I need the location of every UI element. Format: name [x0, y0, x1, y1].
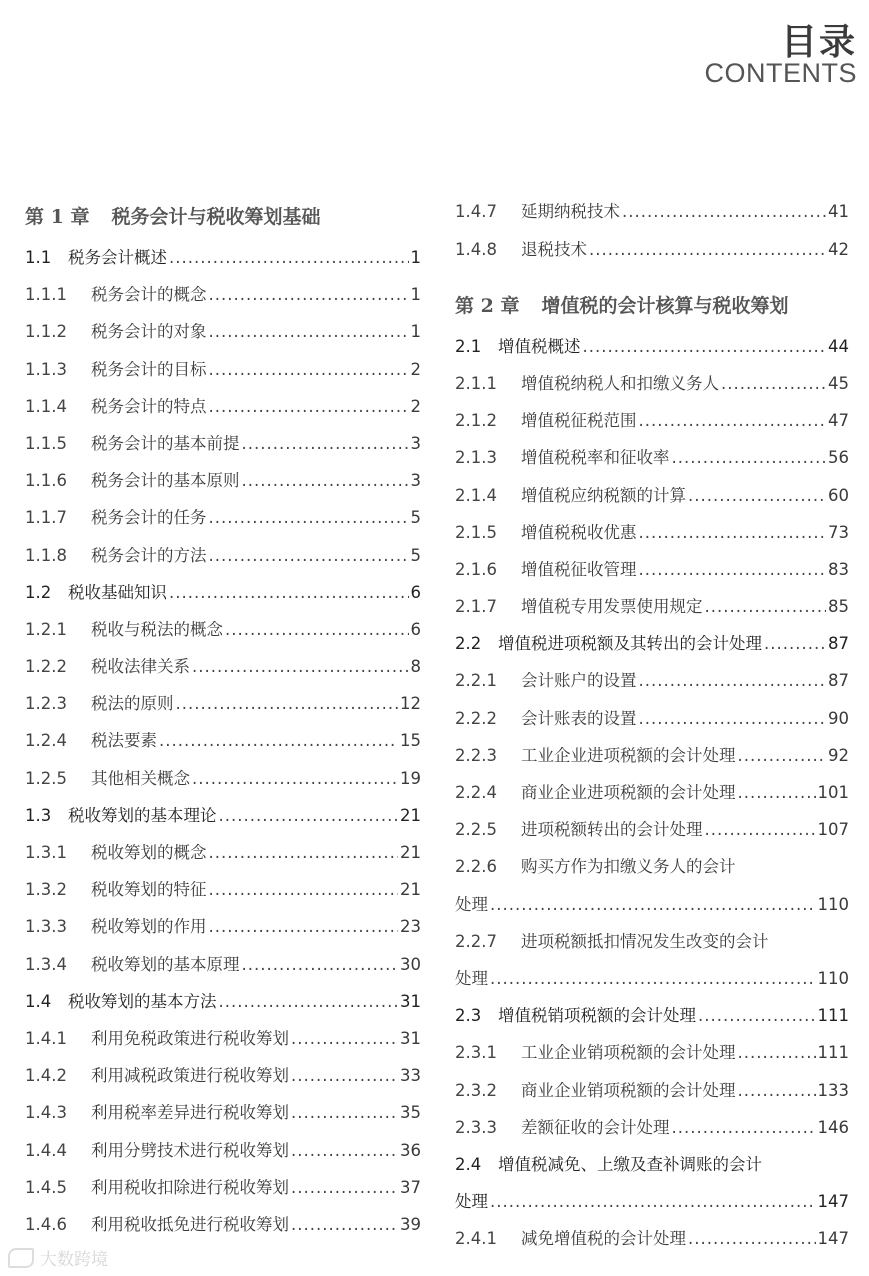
- entry-title: 税收筹划的基本理论: [68, 805, 217, 825]
- dot-leader: [291, 1132, 398, 1169]
- entry-title: 税收法律关系: [91, 657, 190, 677]
- page-number: 101: [817, 783, 849, 803]
- entry-title: 利用税率差异进行税收筹划: [91, 1103, 289, 1123]
- entry-number: 2.2.1: [455, 671, 497, 691]
- page-number: 110: [817, 894, 849, 914]
- page-number: 111: [817, 1043, 849, 1063]
- dot-leader: [209, 388, 409, 425]
- entry-number: 2.1.7: [455, 597, 497, 617]
- page-number: 3: [410, 471, 421, 491]
- entry-number: 2.3.1: [455, 1043, 497, 1063]
- dot-leader: [705, 811, 816, 848]
- entry-number: 2.1: [455, 336, 482, 356]
- entry-number: 1.2.2: [25, 657, 67, 677]
- page-number: 31: [400, 991, 421, 1011]
- dot-leader: [698, 997, 816, 1034]
- toc-subsection[interactable]: [25, 1169, 421, 1206]
- page-number: 39: [400, 1214, 421, 1234]
- dot-leader: [672, 1109, 816, 1146]
- entry-title: 税务会计的概念: [91, 285, 207, 305]
- entry-number: 2.2.3: [455, 745, 497, 765]
- dot-leader: [209, 276, 409, 313]
- toc-subsection[interactable]: [455, 1034, 849, 1071]
- toc-subsection[interactable]: [455, 737, 849, 774]
- entry-number: 1.4.2: [25, 1066, 67, 1086]
- page-number: 12: [400, 694, 421, 714]
- entry-number: 1.2.3: [25, 694, 67, 714]
- page-number: 36: [400, 1140, 421, 1160]
- entry-title: 增值税应纳税额的计算: [521, 485, 686, 505]
- dot-leader: [291, 1020, 398, 1057]
- entry-number: 1.2.5: [25, 768, 67, 788]
- dot-leader: [490, 960, 816, 997]
- chapter-title: 税务会计与税收筹划基础: [111, 206, 321, 228]
- dot-leader: [192, 648, 409, 685]
- toc-right-column: [455, 193, 849, 1257]
- toc-subsection[interactable]: [25, 499, 421, 536]
- entry-number: 2.1.2: [455, 411, 497, 431]
- entry-number: 1.1.1: [25, 285, 67, 305]
- dot-leader: [688, 1220, 816, 1257]
- entry-number: 1.4.4: [25, 1140, 67, 1160]
- entry-title: 增值税减免、上缴及查补调账的会计: [498, 1154, 762, 1174]
- toc-subsection[interactable]: [455, 193, 849, 230]
- dot-leader: [738, 1034, 816, 1071]
- toc-subsection[interactable]: [25, 908, 421, 945]
- page-number: 5: [410, 508, 421, 528]
- toc-subsection[interactable]: [25, 946, 421, 983]
- page-number: 44: [828, 336, 849, 356]
- entry-number: 1.3.2: [25, 880, 67, 900]
- entry-number: 1.4.3: [25, 1103, 67, 1123]
- toc-section[interactable]: [25, 983, 421, 1020]
- page-number: 37: [400, 1177, 421, 1197]
- entry-number: 2.1.4: [455, 485, 497, 505]
- dot-leader: [738, 737, 827, 774]
- entry-title: 增值税销项税额的会计处理: [498, 1006, 696, 1026]
- toc-subsection[interactable]: [455, 1072, 849, 1109]
- dot-leader: [209, 351, 409, 388]
- entry-title: 会计账户的设置: [521, 671, 637, 691]
- entry-title: 退税技术: [521, 239, 587, 259]
- toc-subsection[interactable]: [25, 351, 421, 388]
- dot-leader: [639, 700, 827, 737]
- watermark: [8, 1245, 108, 1270]
- entry-number: 2.2.7: [455, 931, 497, 951]
- page-number: 47: [828, 411, 849, 431]
- entry-number: 1.2: [25, 582, 52, 602]
- page-number: 2: [410, 396, 421, 416]
- entry-title: 税法的原则: [91, 694, 174, 714]
- dot-leader: [209, 313, 409, 350]
- toc-subsection[interactable]: [455, 923, 849, 960]
- entry-number: 1.4.5: [25, 1177, 67, 1197]
- dot-leader: [209, 537, 409, 574]
- dot-leader: [209, 499, 409, 536]
- entry-title: 税法要素: [91, 731, 157, 751]
- dot-leader: [291, 1057, 398, 1094]
- toc-title: 目录: [780, 21, 857, 63]
- dot-leader: [159, 722, 398, 759]
- entry-number: 1.1.6: [25, 471, 67, 491]
- chapter-heading[interactable]: [455, 268, 849, 328]
- page-number: 31: [400, 1028, 421, 1048]
- toc-left-column: [25, 195, 421, 1243]
- page-number: 87: [828, 671, 849, 691]
- entry-number: 1.3.1: [25, 843, 67, 862]
- toc-subsection[interactable]: [455, 365, 849, 402]
- dot-leader: [209, 834, 399, 871]
- toc-section[interactable]: [25, 574, 421, 611]
- entry-title: 税收筹划的基本方法: [68, 991, 217, 1011]
- toc-subsection[interactable]: [455, 662, 849, 699]
- entry-number: 2.1.3: [455, 448, 497, 468]
- entry-number: 1.1.4: [25, 396, 67, 416]
- page-number: 21: [400, 880, 421, 900]
- toc-subsection[interactable]: [25, 611, 421, 648]
- toc-section[interactable]: [455, 997, 849, 1034]
- dot-leader: [583, 328, 827, 365]
- page-number: 1: [410, 248, 421, 267]
- chapter-heading[interactable]: [25, 195, 421, 239]
- dot-leader: [242, 425, 409, 462]
- entry-number: 1.1.7: [25, 508, 67, 528]
- entry-title: 税务会计的基本原则: [91, 471, 240, 491]
- toc-subsection[interactable]: [25, 1057, 421, 1094]
- toc-entry-continuation[interactable]: [455, 886, 849, 923]
- entry-number: 2.3.3: [455, 1117, 497, 1137]
- toc-subsection[interactable]: [455, 439, 849, 476]
- entry-title: 税务会计的特点: [91, 396, 207, 416]
- dot-leader: [764, 625, 826, 662]
- entry-number: 2.2: [455, 634, 482, 654]
- toc-subsection[interactable]: [25, 1206, 421, 1243]
- entry-title: 工业企业进项税额的会计处理: [521, 745, 736, 765]
- entry-title: 增值税征收管理: [521, 559, 637, 579]
- entry-title-continued: 处理: [455, 1192, 488, 1212]
- entry-number: 2.4.1: [455, 1229, 497, 1249]
- entry-number: 1.1.2: [25, 322, 67, 342]
- entry-title: 税务会计的方法: [91, 545, 207, 565]
- toc-subsection[interactable]: [455, 588, 849, 625]
- page-number: 42: [828, 239, 849, 259]
- dot-leader: [169, 239, 409, 276]
- entry-title: 增值税专用发票使用规定: [521, 597, 703, 617]
- entry-title: 利用减税政策进行税收筹划: [91, 1066, 289, 1086]
- page-number: 147: [817, 1229, 849, 1249]
- page-number: 56: [828, 448, 849, 468]
- dot-leader: [192, 760, 398, 797]
- dot-leader: [490, 886, 816, 923]
- entry-title: 延期纳税技术: [521, 202, 620, 222]
- entry-title: 增值税进项税额及其转出的会计处理: [498, 634, 762, 654]
- page-number: 30: [400, 954, 421, 974]
- dot-leader: [688, 477, 826, 514]
- entry-number: 2.3.2: [455, 1080, 497, 1100]
- toc-subsection[interactable]: [455, 1109, 849, 1146]
- dot-leader: [705, 588, 827, 625]
- toc-subsection[interactable]: [455, 551, 849, 588]
- chapter-number: 第 2 章: [455, 294, 520, 317]
- entry-number: 2.1.1: [455, 373, 497, 393]
- toc-section[interactable]: [25, 239, 421, 276]
- page-number: 147: [817, 1192, 849, 1212]
- toc-subsection[interactable]: [455, 811, 849, 848]
- toc-subsection[interactable]: [455, 774, 849, 811]
- entry-number: 1.4.6: [25, 1214, 67, 1234]
- toc-section[interactable]: [455, 625, 849, 662]
- dot-leader: [639, 514, 827, 551]
- dot-leader: [589, 231, 826, 268]
- entry-title: 税务会计的基本前提: [91, 433, 240, 453]
- entry-number: 2.2.6: [455, 857, 497, 877]
- entry-title: 税务会计概述: [68, 248, 167, 267]
- page-number: 85: [828, 597, 849, 617]
- page-number: 21: [400, 805, 421, 825]
- dot-leader: [639, 662, 827, 699]
- toc-subsection[interactable]: [25, 871, 421, 908]
- dot-leader: [738, 1072, 816, 1109]
- entry-number: 1.3.4: [25, 954, 67, 974]
- dot-leader: [219, 983, 399, 1020]
- toc-subsection[interactable]: [25, 276, 421, 313]
- page-number: 107: [817, 820, 849, 840]
- page-number: 35: [400, 1103, 421, 1123]
- entry-title: 税务会计的对象: [91, 322, 207, 342]
- watermark-logo-icon: [8, 1248, 34, 1268]
- dot-leader: [209, 871, 399, 908]
- dot-leader: [242, 462, 409, 499]
- entry-title: 税收基础知识: [68, 582, 167, 602]
- entry-title: 会计账表的设置: [521, 708, 637, 728]
- toc-subsection[interactable]: [25, 648, 421, 685]
- entry-number: 1.1.5: [25, 433, 67, 453]
- toc-entry-continuation[interactable]: [455, 960, 849, 997]
- dot-leader: [639, 551, 827, 588]
- toc-subsection[interactable]: [455, 477, 849, 514]
- page-number: 92: [828, 745, 849, 765]
- entry-title: 税收筹划的作用: [91, 917, 207, 937]
- entry-title-continued: 处理: [455, 894, 488, 914]
- toc-subsection[interactable]: [25, 462, 421, 499]
- toc-subsection[interactable]: [455, 848, 849, 885]
- dot-leader: [490, 1183, 816, 1220]
- entry-title: 增值税概述: [498, 336, 581, 356]
- entry-title-continued: 处理: [455, 968, 488, 988]
- watermark-text: 大数跨境: [40, 1250, 108, 1270]
- dot-leader: [721, 365, 826, 402]
- toc-subsection[interactable]: [455, 514, 849, 551]
- page-number: 5: [410, 545, 421, 565]
- chapter-number: 第 1 章: [25, 206, 90, 228]
- toc-subsection[interactable]: [25, 537, 421, 574]
- entry-title: 税务会计的目标: [91, 359, 207, 379]
- entry-number: 2.1.5: [455, 522, 497, 542]
- dot-leader: [225, 611, 409, 648]
- entry-number: 1.3: [25, 805, 52, 825]
- entry-number: 2.4: [455, 1154, 482, 1174]
- dot-leader: [169, 574, 409, 611]
- page-number: 21: [400, 843, 421, 862]
- entry-number: 1.3.3: [25, 917, 67, 937]
- page-number: 15: [400, 731, 421, 751]
- page-number: 90: [828, 708, 849, 728]
- entry-title: 购买方作为扣缴义务人的会计: [521, 857, 736, 877]
- dot-leader: [291, 1094, 398, 1131]
- dot-leader: [639, 402, 827, 439]
- page-number: 45: [828, 373, 849, 393]
- page-number: 6: [410, 619, 421, 639]
- entry-number: 1.2.4: [25, 731, 67, 751]
- toc-subsection[interactable]: [25, 760, 421, 797]
- dot-leader: [209, 908, 399, 945]
- entry-title: 商业企业销项税额的会计处理: [521, 1080, 736, 1100]
- entry-title: 增值税税收优惠: [521, 522, 637, 542]
- entry-number: 1.4.7: [455, 202, 497, 222]
- entry-number: 1.1: [25, 248, 52, 267]
- entry-number: 2.3: [455, 1006, 482, 1026]
- entry-title: 增值税税率和征收率: [521, 448, 670, 468]
- entry-title: 增值税征税范围: [521, 411, 637, 431]
- dot-leader: [672, 439, 827, 476]
- toc-section[interactable]: [455, 328, 849, 365]
- page-number: 33: [400, 1066, 421, 1086]
- page-number: 73: [828, 522, 849, 542]
- page-number: 1: [410, 285, 421, 305]
- toc-subsection[interactable]: [25, 313, 421, 350]
- toc-subsection[interactable]: [25, 834, 421, 871]
- entry-title: 税收与税法的概念: [91, 619, 223, 639]
- entry-title: 税收筹划的概念: [91, 843, 207, 862]
- toc-subsection[interactable]: [25, 425, 421, 462]
- entry-title: 商业企业进项税额的会计处理: [521, 783, 736, 803]
- dot-leader: [176, 685, 399, 722]
- toc-subsection[interactable]: [455, 402, 849, 439]
- page-number: 60: [828, 485, 849, 505]
- entry-title: 税收筹划的基本原理: [91, 954, 240, 974]
- toc-subsection[interactable]: [25, 388, 421, 425]
- toc-subsection[interactable]: [25, 1094, 421, 1131]
- entry-title: 工业企业销项税额的会计处理: [521, 1043, 736, 1063]
- toc-entry-continuation[interactable]: [455, 1183, 849, 1220]
- chapter-title: 增值税的会计核算与税收筹划: [541, 294, 789, 317]
- page-number: 87: [828, 634, 849, 654]
- entry-title: 差额征收的会计处理: [521, 1117, 670, 1137]
- entry-title: 利用分劈技术进行税收筹划: [91, 1140, 289, 1160]
- page-number: 3: [410, 433, 421, 453]
- toc-section[interactable]: [25, 797, 421, 834]
- entry-title: 进项税额抵扣情况发生改变的会计: [521, 931, 769, 951]
- entry-title: 利用税收抵免进行税收筹划: [91, 1214, 289, 1234]
- toc-subsection[interactable]: [25, 685, 421, 722]
- entry-title: 利用税收扣除进行税收筹划: [91, 1177, 289, 1197]
- entry-number: 1.4.1: [25, 1028, 67, 1048]
- toc-subsection[interactable]: [25, 722, 421, 759]
- entry-number: 2.2.2: [455, 708, 497, 728]
- entry-number: 1.1.8: [25, 545, 67, 565]
- page-number: 19: [400, 768, 421, 788]
- dot-leader: [622, 193, 826, 230]
- toc-section[interactable]: [455, 1146, 849, 1183]
- entry-number: 1.1.3: [25, 359, 67, 379]
- dot-leader: [291, 1169, 398, 1206]
- toc-subsection[interactable]: [25, 1132, 421, 1169]
- page-number: 41: [828, 202, 849, 222]
- entry-number: 2.1.6: [455, 559, 497, 579]
- entry-title: 税收筹划的特征: [91, 880, 207, 900]
- toc-subsection[interactable]: [25, 1020, 421, 1057]
- page-number: 111: [817, 1006, 849, 1026]
- toc-subsection[interactable]: [455, 231, 849, 268]
- entry-title: 税务会计的任务: [91, 508, 207, 528]
- toc-subsection[interactable]: [455, 700, 849, 737]
- page-number: 110: [817, 968, 849, 988]
- toc-title-english: CONTENTS: [704, 58, 857, 88]
- page-number: 1: [410, 322, 421, 342]
- dot-leader: [291, 1206, 398, 1243]
- page-number: 146: [817, 1117, 849, 1137]
- page-number: 83: [828, 559, 849, 579]
- dot-leader: [242, 946, 399, 983]
- entry-number: 2.2.4: [455, 783, 497, 803]
- entry-title: 进项税额转出的会计处理: [521, 820, 703, 840]
- entry-title: 增值税纳税人和扣缴义务人: [521, 373, 719, 393]
- entry-number: 2.2.5: [455, 820, 497, 840]
- page-number: 8: [410, 657, 421, 677]
- entry-number: 1.4: [25, 991, 52, 1011]
- entry-number: 1.4.8: [455, 239, 497, 259]
- page-number: 23: [400, 917, 421, 937]
- entry-title: 其他相关概念: [91, 768, 190, 788]
- entry-number: 1.2.1: [25, 619, 67, 639]
- page-number: 2: [410, 359, 421, 379]
- toc-subsection[interactable]: [455, 1220, 849, 1257]
- page-number: 6: [410, 582, 421, 602]
- page-number: 133: [817, 1080, 849, 1100]
- dot-leader: [219, 797, 399, 834]
- entry-title: 减免增值税的会计处理: [521, 1229, 686, 1249]
- entry-title: 利用免税政策进行税收筹划: [91, 1028, 289, 1048]
- dot-leader: [738, 774, 816, 811]
